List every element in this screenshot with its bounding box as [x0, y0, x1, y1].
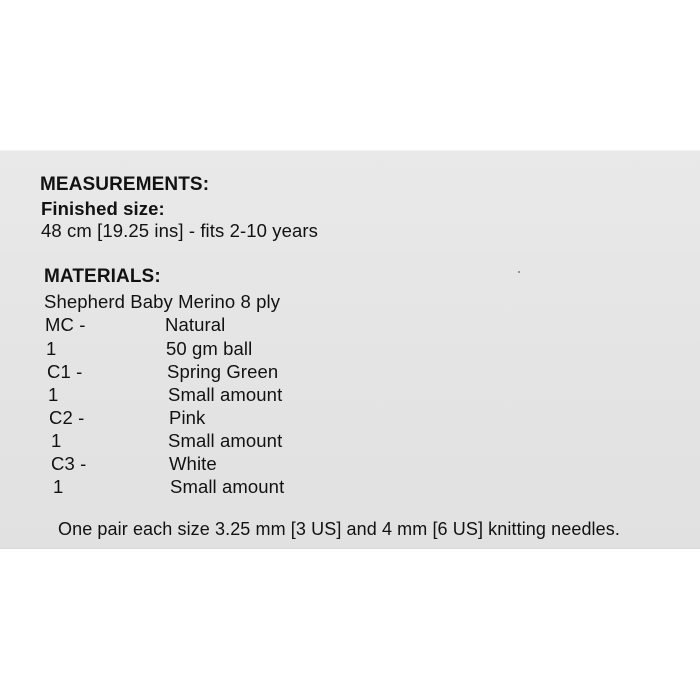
yarn-name: Shepherd Baby Merino 8 ply: [44, 291, 281, 312]
material-code: 1: [51, 430, 62, 451]
measurements-heading: MEASUREMENTS:: [40, 174, 210, 195]
material-code: MC -: [45, 314, 86, 335]
material-code: C3 -: [51, 453, 87, 474]
paper-speck: [518, 271, 520, 273]
finished-size-value: 48 cm [19.25 ins] - fits 2-10 years: [41, 220, 319, 241]
material-code: 1: [46, 338, 57, 359]
needles-note: One pair each size 3.25 mm [3 US] and 4 mm [6 US] knitting needles.: [58, 519, 620, 539]
material-detail: 50 gm ball: [166, 338, 253, 359]
material-detail: Small amount: [170, 476, 285, 497]
material-code: C2 -: [49, 407, 85, 428]
finished-size-label: Finished size:: [41, 198, 165, 219]
material-code: 1: [53, 476, 64, 497]
material-detail: White: [169, 453, 217, 474]
material-code: 1: [48, 384, 59, 405]
material-detail: Small amount: [168, 384, 283, 405]
material-detail: Pink: [169, 407, 206, 428]
material-detail: Spring Green: [167, 361, 279, 382]
material-detail: Natural: [165, 314, 226, 335]
material-detail: Small amount: [168, 430, 283, 451]
material-code: C1 -: [47, 361, 83, 382]
materials-heading: MATERIALS:: [44, 266, 161, 287]
